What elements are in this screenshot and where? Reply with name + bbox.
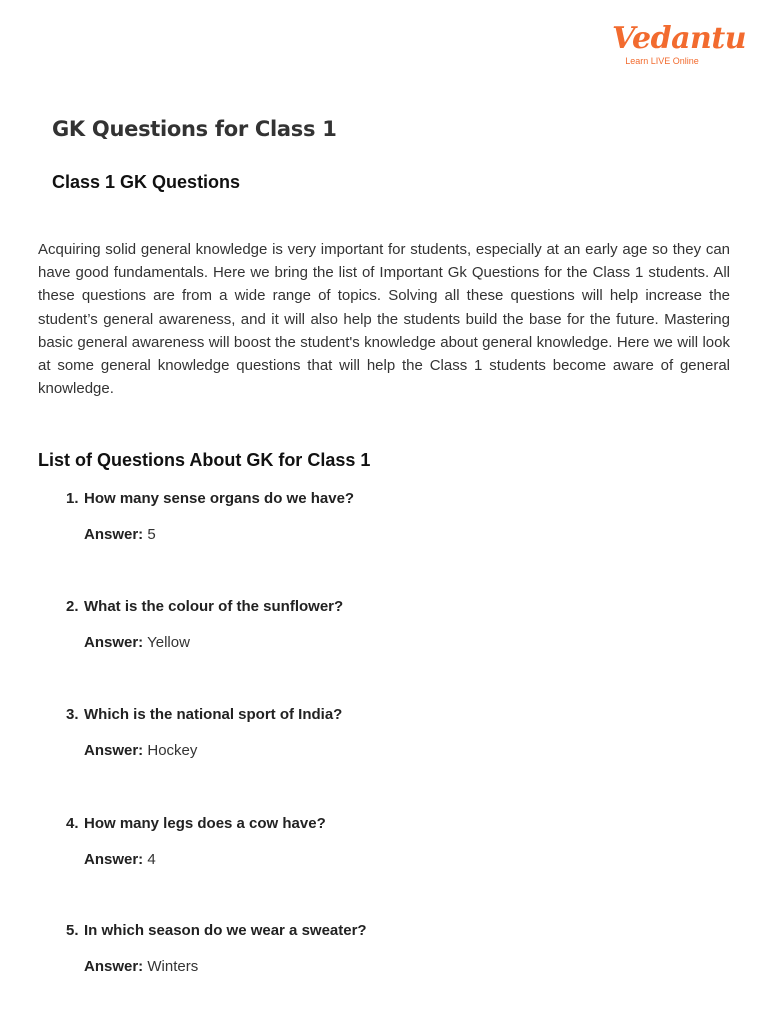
answer-line	[84, 742, 706, 760]
question-number: 5.	[66, 922, 79, 939]
question-text: How many legs does a cow have?	[84, 815, 326, 832]
page-title: GK Questions for Class 1	[52, 117, 337, 141]
question-item	[66, 815, 706, 869]
question-line	[66, 490, 706, 508]
question-item	[66, 706, 706, 760]
answer-text: 4	[147, 851, 156, 868]
vedantu-logo	[612, 21, 747, 66]
question-item	[66, 598, 706, 652]
question-text: Which is the national sport of India?	[84, 706, 343, 723]
questions-list-heading: List of Questions About GK for Class 1	[38, 450, 371, 470]
question-line	[66, 706, 706, 724]
answer-text: Yellow	[147, 634, 190, 651]
question-number: 2.	[66, 598, 79, 615]
answer-label: Answer:	[84, 742, 144, 759]
question-number: 3.	[66, 706, 79, 723]
section-subtitle: Class 1 GK Questions	[52, 172, 241, 192]
question-line	[66, 922, 706, 940]
question-number: 4.	[66, 815, 79, 832]
answer-label: Answer:	[84, 958, 144, 975]
answer-label: Answer:	[84, 526, 144, 543]
question-item	[66, 490, 706, 544]
answer-line	[84, 958, 706, 976]
answer-label: Answer:	[84, 851, 144, 868]
question-number: 1.	[66, 490, 79, 507]
answer-line	[84, 526, 706, 544]
logo-tagline: Learn LIVE Online	[625, 56, 699, 66]
answer-line	[84, 851, 706, 869]
question-line	[66, 598, 706, 616]
intro-paragraph: Acquiring solid general knowledge is very important for students, especially at an early age so they can have good fundamentals. Here we bring the list of Important Gk Questions for the Class 1 students. All these questions are from a wide range of topics. Solving all these questions will help increase the student’s general awareness, and it will also help the students build the base for the future. Mastering basic general awareness will boost the student's knowledge about general knowledge. Here we will look at some general knowledge questions that will help the Class 1 students become aware of general knowledge.	[38, 241, 730, 398]
answer-text: 5	[147, 526, 156, 543]
answer-label: Answer:	[84, 634, 144, 651]
answer-text: Winters	[147, 958, 199, 975]
question-text: In which season do we wear a sweater?	[84, 922, 367, 939]
answer-text: Hockey	[147, 742, 198, 759]
logo-wordmark: Vedantu	[612, 21, 747, 56]
question-text: How many sense organs do we have?	[84, 490, 355, 507]
question-text: What is the colour of the sunflower?	[84, 598, 344, 615]
question-item	[66, 922, 706, 976]
answer-line	[84, 634, 706, 652]
question-line	[66, 815, 706, 833]
